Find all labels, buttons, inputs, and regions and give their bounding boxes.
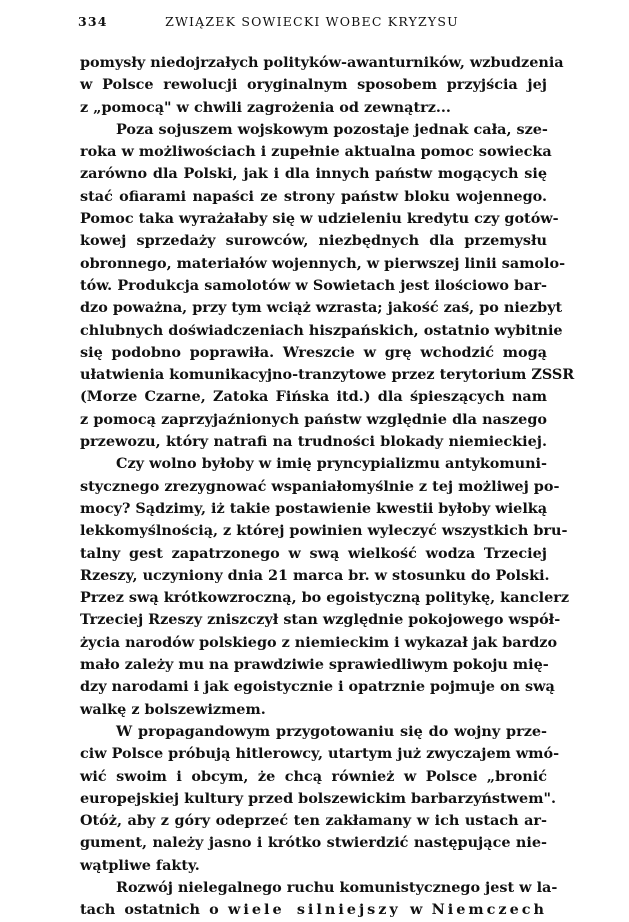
- text-line: Otóż, aby z góry odeprzeć ten zakłamany w ich ustach ar-: [80, 812, 547, 830]
- final-line-spaced: wiele silniejszy: [227, 901, 401, 919]
- text-line: pomysły niedojrzałych polityków-awanturników, wzbudzenia: [80, 54, 564, 71]
- text-line: dzy narodami i jak egoistycznie i opatrznie pojmuje on swą: [80, 678, 555, 696]
- text-line: z pomocą zaprzyjaźnionych państw względnie dla naszego: [80, 410, 547, 428]
- text-line: ułatwienia komunikacyjno-tranzytowe przez terytorium ZSSR: [80, 366, 575, 384]
- text-line: roka w możliwościach i zupełnie aktualna pomoc sowiecka: [80, 143, 552, 161]
- text-line: stycznego zrezygnować wspaniałomyślnie z tej możliwej po-: [80, 477, 560, 495]
- text-line-final: [80, 899, 547, 921]
- text-line: kowej sprzedaży surowców, niezbędnych dla przemysłu: [80, 232, 547, 250]
- text-line: Przez swą krótkowzroczną, bo egoistyczną politykę, kanclerz: [80, 589, 570, 607]
- text-line: Pomoc taka wyrażałaby się w udzieleniu kredytu czy gotów-: [80, 210, 559, 228]
- text-line: talny gest zapatrzonego w swą wielkość wodza Trzeciej: [80, 544, 547, 562]
- running-title: ZWIĄZEK SOWIECKI WOBEC KRYZYSU: [165, 14, 459, 29]
- text-line: W propagandowym przygotowaniu się do wojny prze-: [116, 722, 547, 740]
- text-line: tów. Produkcja samolotów w Sowietach jest ilościowo bar-: [80, 276, 547, 294]
- text-line: gument, należy jasno i krótko stwierdzić następujące nie-: [80, 834, 547, 852]
- text-line: Trzeciej Rzeszy zniszczył stan względnie pokojowego współ-: [80, 611, 561, 629]
- text-line: wić swoim i obcym, że chcą również w Polsce „bronić: [80, 767, 547, 785]
- text-line: stać ofiarami napaści ze strony państw bloku wojennego.: [80, 187, 547, 205]
- text-line: przewozu, który natrafi na trudności blokady niemieckiej.: [80, 433, 547, 451]
- text-line: z „pomocą" w chwili zagrożenia od zewnątrz...: [80, 98, 451, 116]
- text-line: ciw Polsce próbują hitlerowcy, utartym już zwyczajem wmó-: [80, 745, 560, 763]
- final-line-start: tach ostatnich o: [80, 901, 219, 919]
- text-line: walkę z bolszewizmem.: [80, 700, 266, 718]
- text-line: Rozwój nielegalnego ruchu komunistycznego jest w la-: [116, 878, 558, 896]
- text-line: lekkomyślnością, z której powinien wyleczyć wszystkich bru-: [80, 522, 568, 540]
- text-line: europejskiej kultury przed bolszewickim barbarzyństwem".: [80, 789, 556, 807]
- text-line: mało zależy mu na prawdziwie sprawiedliwym pokoju mię-: [80, 656, 549, 674]
- text-line: życia narodów polskiego z niemieckim i wykazał jak bardzo: [80, 633, 558, 651]
- text-line: Rzeszy, uczyniony dnia 21 marca br. w stosunku do Polski.: [80, 566, 550, 584]
- page-header: [78, 14, 546, 36]
- text-line: Poza sojuszem wojskowym pozostaje jednak cała, sze-: [116, 120, 548, 138]
- body-text: [80, 52, 575, 922]
- final-line-mid: w: [410, 901, 423, 919]
- text-line: mocy? Sądzimy, iż takie postawienie kwestii byłoby wielką: [80, 499, 548, 517]
- text-line: obronnego, materiałów wojennych, w pierwszej linii samolo-: [80, 254, 566, 272]
- text-line: chlubnych doświadczeniach hiszpańskich, ostatnio wybitnie: [80, 321, 563, 339]
- text-line: się podobno poprawiła. Wreszcie w grę wchodzić mogą: [80, 343, 547, 361]
- text-line: Czy wolno byłoby w imię pryncypializmu antykomuni-: [116, 455, 547, 473]
- final-line-end: Niemczech: [431, 901, 547, 919]
- text-line: zarówno dla Polski, jak i dla innych państw mogących się: [80, 165, 547, 183]
- text-line: (Morze Czarne, Zatoka Fińska itd.) dla śpieszących nam: [80, 388, 547, 406]
- text-line: dzo poważna, przy tym wciąż wzrasta; jakość zaś, po niezbyt: [80, 299, 563, 317]
- text-line: w Polsce rewolucji oryginalnym sposobem przyjścia jej: [80, 76, 547, 94]
- text-line: wątpliwe fakty.: [80, 856, 200, 874]
- page-number: 334: [78, 14, 108, 29]
